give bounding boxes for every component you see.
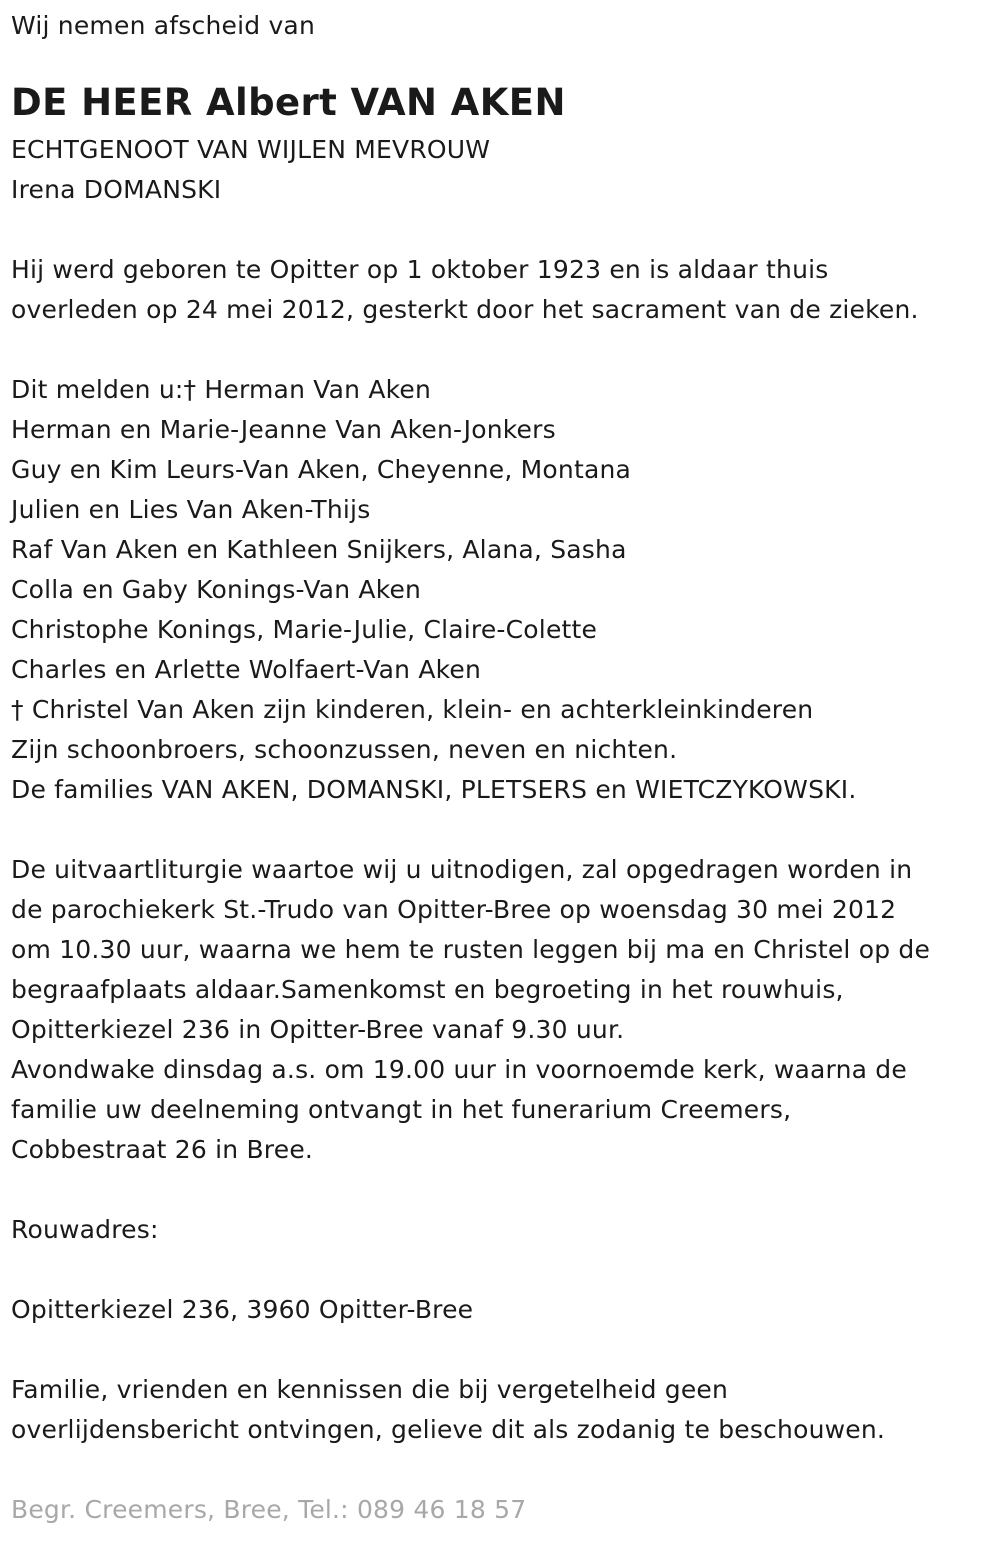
spacer [11, 210, 986, 250]
paragraph-line: Avondwake dinsdag a.s. om 19.00 uur in voornoemde kerk, waarna de [11, 1055, 907, 1084]
family-line: Charles en Arlette Wolfaert-Van Aken [11, 655, 482, 684]
family-line: Guy en Kim Leurs-Van Aken, Cheyenne, Montana [11, 455, 632, 484]
paragraph-line: De uitvaartliturgie waartoe wij u uitnodigen, zal opgedragen worden in [11, 855, 913, 884]
family-line: Julien en Lies Van Aken-Thijs [11, 495, 371, 524]
deceased-name: DE HEER Albert VAN AKEN [11, 81, 566, 124]
family-line: Dit melden u:† Herman Van Aken [11, 375, 432, 404]
family-line: † Christel Van Aken zijn kinderen, klein- en achterkleinkinderen [11, 695, 814, 724]
paragraph-line: Hij werd geboren te Opitter op 1 oktober 1923 en is aldaar thuis [11, 255, 829, 284]
spouse-name: Irena DOMANSKI [11, 175, 222, 204]
family-line: Christophe Konings, Marie-Julie, Claire-Colette [11, 615, 598, 644]
paragraph-line: Opitterkiezel 236 in Opitter-Bree vanaf 9.30 uur. [11, 1015, 625, 1044]
family-line: Zijn schoonbroers, schoonzussen, neven en nichten. [11, 735, 678, 764]
paragraph-line: familie uw deelneming ontvangt in het funerarium Creemers, [11, 1095, 792, 1124]
spacer [11, 46, 986, 76]
paragraph-line: om 10.30 uur, waarna we hem te rusten leggen bij ma en Christel op de [11, 935, 931, 964]
spacer [11, 1450, 986, 1490]
spacer [11, 1250, 986, 1290]
family-list [11, 370, 986, 810]
spouse-title: ECHTGENOOT VAN WIJLEN MEVROUW [11, 135, 491, 164]
family-line: Raf Van Aken en Kathleen Snijkers, Alana, Sasha [11, 535, 627, 564]
birth-death-paragraph [11, 250, 986, 330]
spacer [11, 330, 986, 370]
funeral-home-footer: Begr. Creemers, Bree, Tel.: 089 46 18 57 [11, 1495, 527, 1524]
paragraph-line: Familie, vrienden en kennissen die bij vergetelheid geen [11, 1375, 729, 1404]
paragraph-line: overlijdensbericht ontvingen, gelieve dit als zodanig te beschouwen. [11, 1415, 886, 1444]
paragraph-line: de parochiekerk St.-Trudo van Opitter-Bree op woensdag 30 mei 2012 [11, 895, 897, 924]
spacer [11, 1170, 986, 1210]
paragraph-line: begraafplaats aldaar.Samenkomst en begroeting in het rouwhuis, [11, 975, 844, 1004]
family-line: De families VAN AKEN, DOMANSKI, PLETSERS en WIETCZYKOWSKI. [11, 775, 857, 804]
spacer [11, 1330, 986, 1370]
address-label: Rouwadres: [11, 1215, 159, 1244]
funeral-paragraph [11, 850, 986, 1170]
family-line: Herman en Marie-Jeanne Van Aken-Jonkers [11, 415, 556, 444]
obituary-notice [11, 6, 986, 1530]
paragraph-line: overleden op 24 mei 2012, gesterkt door het sacrament van de zieken. [11, 295, 919, 324]
paragraph-line: Cobbestraat 26 in Bree. [11, 1135, 314, 1164]
closing-paragraph [11, 1370, 986, 1450]
family-line: Colla en Gaby Konings-Van Aken [11, 575, 422, 604]
spacer [11, 810, 986, 850]
address-value: Opitterkiezel 236, 3960 Opitter-Bree [11, 1295, 474, 1324]
intro-text: Wij nemen afscheid van [11, 11, 315, 40]
